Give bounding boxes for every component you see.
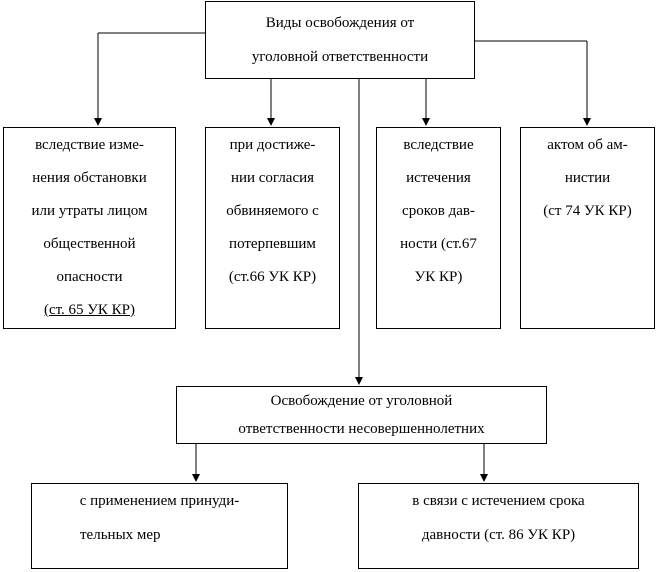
root-line-2: уголовной ответственности xyxy=(251,49,429,65)
type-3-line-5: УК КР) xyxy=(414,269,463,285)
minor-type-2-line-1: в связи с истечением срока xyxy=(412,493,585,509)
minor-type-1-line-2: тельных мер xyxy=(80,527,161,543)
type-1-line-3: или утраты лицом xyxy=(31,203,148,219)
type-4-line-2: нистии xyxy=(564,170,611,186)
type-box-2 xyxy=(205,127,340,329)
minor-type-2-line-2: давности (ст. 86 УК КР) xyxy=(421,527,576,543)
minor-type-box-1 xyxy=(31,483,288,569)
type-1-line-4: общественной xyxy=(43,236,136,252)
root-line-1: Виды освобождения от xyxy=(265,15,415,31)
type-3-line-1: вследствие xyxy=(403,137,474,153)
type-box-3 xyxy=(376,127,501,329)
type-1-line-6: (ст. 65 УК КР) xyxy=(43,302,136,318)
type-2-line-5: (ст.66 УК КР) xyxy=(228,269,317,285)
type-4-line-1: актом об ам- xyxy=(547,137,628,153)
minor-type-1-line-1: с применением принуди- xyxy=(79,493,240,509)
type-2-line-2: нии согласия xyxy=(230,170,315,186)
type-3-line-3: сроков дав- xyxy=(402,203,475,219)
minor-type-box-2 xyxy=(358,483,639,569)
type-4-line-3: (ст 74 УК КР) xyxy=(543,203,632,219)
type-2-line-4: потерпевшим xyxy=(229,236,316,252)
type-1-line-5: опасности xyxy=(56,269,123,285)
type-1-line-2: нения обстановки xyxy=(32,170,147,186)
type-3-line-4: ности (ст.67 xyxy=(400,236,477,252)
type-box-4 xyxy=(520,127,655,329)
type-box-1 xyxy=(3,127,176,329)
type-3-line-2: истечения xyxy=(406,170,471,186)
type-2-line-3: обвиняемого с xyxy=(226,203,319,219)
minors-box xyxy=(176,386,547,444)
minors-line-1: Освобождение от уголовной xyxy=(270,393,453,409)
root-box xyxy=(205,1,475,79)
type-2-line-1: при достиже- xyxy=(229,137,316,153)
type-1-line-1: вследствие изме- xyxy=(35,137,144,153)
minors-line-2: ответственности несовершеннолетних xyxy=(238,421,485,437)
